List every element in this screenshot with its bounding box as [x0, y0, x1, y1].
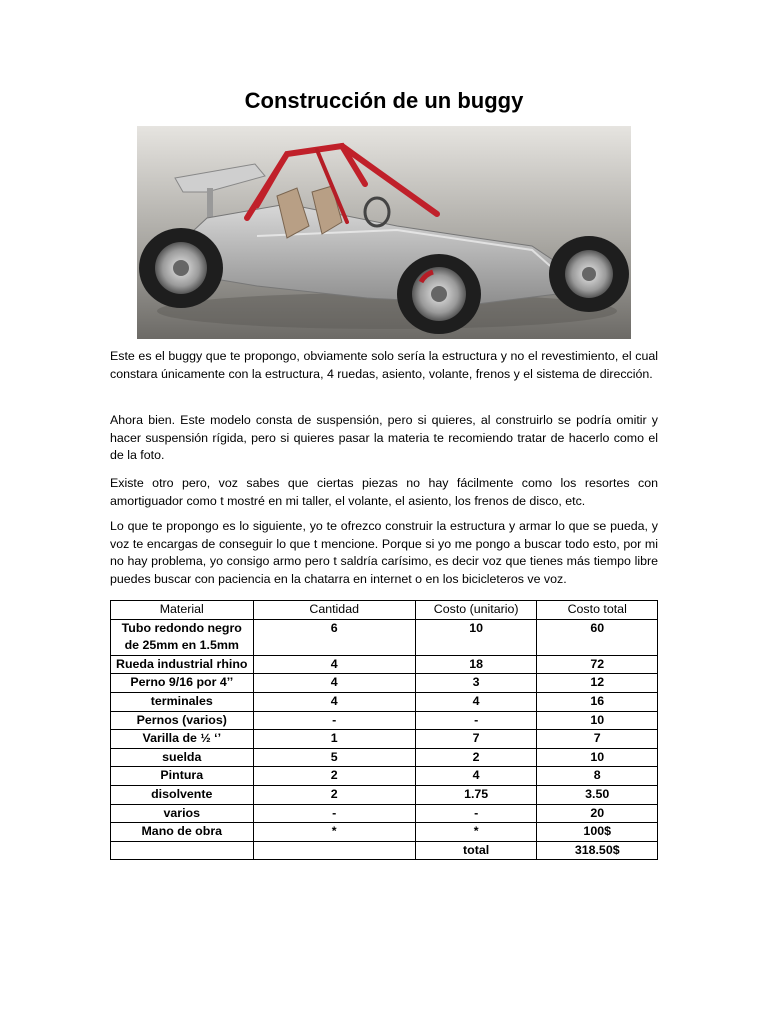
- table-row: [111, 785, 658, 804]
- paragraph-intro: Este es el buggy que te propongo, obviamente solo sería la estructura y no el revestimiento, el cual constara únicamente con la estructura, 4 ruedas, asiento, volante, frenos y el sistema de dirección.: [110, 349, 658, 381]
- table-row: [111, 804, 658, 823]
- cantidad-cell: 1: [253, 730, 415, 749]
- costo-unitario-cell: 1.75: [415, 785, 537, 804]
- cantidad-cell: 4: [253, 692, 415, 711]
- document-title: Construcción de un buggy: [244, 88, 524, 113]
- header-cantidad: Cantidad: [253, 601, 415, 620]
- material-cell: varios: [111, 804, 254, 823]
- paragraph-proposal: Lo que te propongo es lo siguiente, yo te ofrezco construir la estructura y armar lo que se pueda, y voz te encargas de conseguir lo que t mencione. Porque si yo me pongo a buscar todo esto, por mi no hay problema, yo consigo armo pero t saldría carísimo, es decir voz que tienes más tiempo libre puedes buscar con paciencia en la chatarra en internet o en los bicicleteros ve voz.: [110, 519, 658, 586]
- cantidad-cell: 2: [253, 785, 415, 804]
- costo-total-cell: 10: [537, 711, 658, 730]
- costo-total-cell: 3.50: [537, 785, 658, 804]
- paragraph-suspension: Ahora bien. Este modelo consta de suspensión, pero si quieres, al construirlo se podría omitir y hacer suspensión rígida, pero si quieres pasar la materia te recomiendo tratar de hacerlo como el de la foto.: [110, 413, 658, 463]
- header-costo-unitario: Costo (unitario): [415, 601, 537, 620]
- material-cell: Varilla de ½ ‘’: [111, 730, 254, 749]
- costo-unitario-cell: -: [415, 804, 537, 823]
- cantidad-cell: 4: [253, 655, 415, 674]
- table-row: [111, 619, 658, 655]
- cantidad-cell: -: [253, 804, 415, 823]
- costo-total-cell: 20: [537, 804, 658, 823]
- cantidad-cell: [253, 841, 415, 860]
- material-cell: [111, 841, 254, 860]
- material-cell: Rueda industrial rhino: [111, 655, 254, 674]
- material-cell: Mano de obra: [111, 823, 254, 842]
- material-cell: terminales: [111, 692, 254, 711]
- costo-unitario-cell: 3: [415, 674, 537, 693]
- table-row: [111, 711, 658, 730]
- table-row: [111, 748, 658, 767]
- costo-unitario-cell: 4: [415, 767, 537, 786]
- cantidad-cell: 6: [253, 619, 415, 655]
- costo-total-cell: 72: [537, 655, 658, 674]
- material-cell: Pernos (varios): [111, 711, 254, 730]
- table-header-row: [111, 601, 658, 620]
- table-row: [111, 823, 658, 842]
- costo-unitario-cell: 2: [415, 748, 537, 767]
- costo-unitario-cell: 7: [415, 730, 537, 749]
- costo-unitario-cell: *: [415, 823, 537, 842]
- costo-unitario-cell: 4: [415, 692, 537, 711]
- table-row: [111, 730, 658, 749]
- cantidad-cell: -: [253, 711, 415, 730]
- header-costo-total: Costo total: [537, 601, 658, 620]
- cantidad-cell: 2: [253, 767, 415, 786]
- buggy-image: [137, 126, 631, 339]
- costo-unitario-cell: total: [415, 841, 537, 860]
- material-cell: disolvente: [111, 785, 254, 804]
- costo-total-cell: 16: [537, 692, 658, 711]
- table-row: [111, 767, 658, 786]
- cantidad-cell: *: [253, 823, 415, 842]
- table-body: [111, 619, 658, 860]
- table-row: [111, 655, 658, 674]
- costo-unitario-cell: 18: [415, 655, 537, 674]
- paragraph-parts: Existe otro pero, voz sabes que ciertas piezas no hay fácilmente como los resortes con amortiguador como t mostré en mi taller, el volante, el asiento, los frenos de disco, etc.: [110, 476, 658, 508]
- header-material: Material: [111, 601, 254, 620]
- material-cell: Tubo redondo negro de 25mm en 1.5mm: [111, 619, 254, 655]
- table-row: [111, 692, 658, 711]
- material-cell: Perno 9/16 por 4’’: [111, 674, 254, 693]
- cantidad-cell: 4: [253, 674, 415, 693]
- costo-total-cell: 318.50$: [537, 841, 658, 860]
- costo-total-cell: 10: [537, 748, 658, 767]
- costo-total-cell: 60: [537, 619, 658, 655]
- cost-table: [110, 600, 658, 860]
- costo-unitario-cell: 10: [415, 619, 537, 655]
- table-row: [111, 674, 658, 693]
- costo-unitario-cell: -: [415, 711, 537, 730]
- costo-total-cell: 8: [537, 767, 658, 786]
- cantidad-cell: 5: [253, 748, 415, 767]
- costo-total-cell: 7: [537, 730, 658, 749]
- material-cell: Pintura: [111, 767, 254, 786]
- costo-total-cell: 100$: [537, 823, 658, 842]
- costo-total-cell: 12: [537, 674, 658, 693]
- table-row: [111, 841, 658, 860]
- material-cell: suelda: [111, 748, 254, 767]
